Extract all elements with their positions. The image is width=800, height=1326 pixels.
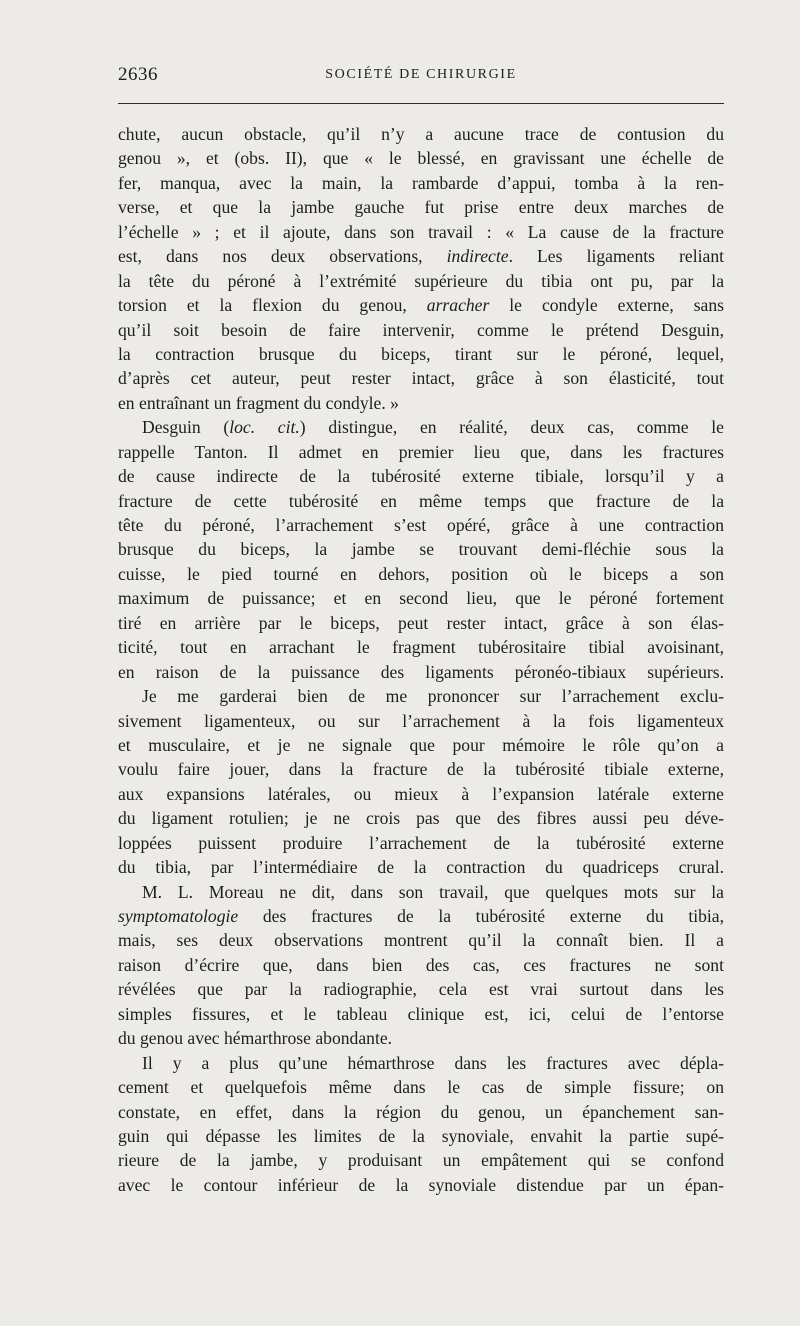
text-segment: rieure de la jambe, y produisant un empâtement qui se confond — [118, 1150, 724, 1171]
text-line — [118, 611, 724, 635]
text-line — [118, 953, 724, 977]
text-line — [118, 244, 724, 268]
text-line — [118, 489, 724, 513]
text-segment: d’après cet auteur, peut rester intact, grâce à son élasticité, tout — [118, 368, 724, 389]
text-line — [118, 342, 724, 366]
text-line — [118, 464, 724, 488]
text-segment: Je me garderai bien de me prononcer sur l’arrachement exclu- — [142, 686, 724, 707]
text-segment: de cause indirecte de la tubérosité externe tibiale, lorsqu’il y a — [118, 466, 724, 487]
text-segment: torsion et la flexion du genou, — [118, 295, 427, 316]
italic-term: symptomatologie — [118, 906, 239, 926]
text-segment: et musculaire, et je ne signale que pour mémoire le rôle qu’on a — [118, 734, 724, 755]
text-line — [118, 855, 724, 879]
text-line — [118, 1148, 724, 1172]
text-segment: qu’il soit besoin de faire intervenir, comme le prétend Desguin, — [118, 319, 724, 340]
text-line — [118, 1173, 724, 1197]
text-line — [118, 171, 724, 195]
italic-term: arracher — [426, 295, 490, 316]
text-line — [118, 782, 724, 806]
text-segment: la contraction brusque du biceps, tirant sur le péroné, lequel, — [118, 343, 724, 364]
text-segment: aux expansions latérales, ou mieux à l’expansion latérale externe — [118, 783, 724, 804]
italic-term: loc. cit. — [229, 417, 300, 438]
text-line — [118, 977, 724, 1001]
text-line — [118, 635, 724, 659]
text-line — [118, 1026, 724, 1050]
text-segment: maximum de puissance; et en second lieu, que le péroné fortement — [118, 588, 724, 609]
text-line — [118, 269, 724, 293]
text-segment: tête du péroné, l’arrachement s’est opéré, grâce à une contraction — [118, 515, 724, 535]
text-segment: sivement ligamenteux, ou sur l’arrachement à la fois ligamenteux — [118, 710, 724, 731]
text-segment: du tibia, par l’intermédiaire de la contraction du quadriceps crural. — [118, 857, 724, 878]
text-line — [118, 709, 724, 733]
text-segment: chute, aucun obstacle, qu’il n’y a aucune trace de contusion du — [118, 124, 724, 144]
text-line — [118, 366, 724, 390]
text-segment: simples fissures, et le tableau clinique est, ici, celui de l’entorse — [118, 1003, 724, 1024]
text-line — [118, 880, 724, 904]
text-segment: révélées que par la radiographie, cela est vrai surtout dans les — [118, 979, 724, 1000]
header-rule — [118, 103, 724, 104]
text-line — [118, 1075, 724, 1099]
page-number: 2636 — [118, 64, 158, 85]
text-segment: cement et quelquefois même dans le cas de simple fissure; on — [118, 1077, 724, 1098]
text-segment: brusque du biceps, la jambe se trouvant demi-fléchie sous la — [118, 539, 724, 560]
italic-term: indirecte — [446, 246, 509, 267]
text-line — [118, 586, 724, 610]
text-segment: la tête du péroné à l’extrémité supérieure du tibia ont pu, par la — [118, 270, 724, 291]
text-line — [118, 1100, 724, 1124]
body-text — [118, 122, 724, 1197]
text-line — [118, 928, 724, 952]
text-segment: voulu faire jouer, dans la fracture de la tubérosité tibiale externe, — [118, 759, 724, 780]
text-segment: est, dans nos deux observations, — [118, 246, 447, 267]
text-line — [118, 684, 724, 708]
text-segment: cuisse, le pied tourné en dehors, position où le biceps a son — [118, 563, 724, 584]
text-segment: du ligament rotulien; je ne crois pas que des fibres aussi peu déve- — [118, 808, 724, 829]
text-segment: fer, manqua, avec la main, la rambarde d’appui, tomba à la ren- — [118, 172, 724, 193]
text-segment: ) distingue, en réalité, deux cas, comme le — [299, 417, 724, 438]
text-line — [118, 293, 724, 317]
text-line — [118, 391, 724, 415]
text-segment: avec le contour inférieur de la synoviale distendue par un épan- — [118, 1174, 724, 1195]
text-segment: le condyle externe, sans — [489, 295, 724, 316]
text-segment: constate, en effet, dans la région du genou, un épanchement san- — [118, 1101, 724, 1122]
text-segment: ticité, tout en arrachant le fragment tubérositaire tibial avoisinant, — [118, 637, 724, 658]
text-segment: des fractures de la tubérosité externe du tibia, — [238, 906, 724, 926]
text-line — [118, 1051, 724, 1075]
text-line — [118, 1124, 724, 1148]
text-line — [118, 733, 724, 757]
text-line — [118, 904, 724, 928]
text-segment: Desguin ( — [142, 417, 230, 438]
text-segment: fracture de cette tubérosité en même temps que fracture de la — [118, 490, 724, 511]
text-line — [118, 1002, 724, 1026]
text-line — [118, 806, 724, 830]
text-segment: raison d’écrire que, dans bien des cas, ces fractures ne sont — [118, 954, 724, 975]
text-line — [118, 562, 724, 586]
text-line — [118, 195, 724, 219]
text-line — [118, 415, 724, 439]
text-segment: du genou avec hémarthrose abondante. — [118, 1028, 393, 1049]
text-segment: en entraînant un fragment du condyle. » — [118, 392, 399, 413]
text-line — [118, 122, 724, 146]
text-line — [118, 831, 724, 855]
text-segment: verse, et que la jambe gauche fut prise entre deux marches de — [118, 197, 724, 218]
text-line — [118, 440, 724, 464]
text-line — [118, 146, 724, 170]
text-segment: tiré en arrière par le biceps, peut rester intact, grâce à son élas- — [118, 612, 724, 633]
text-line — [118, 537, 724, 561]
text-segment: loppées puissent produire l’arrachement de la tubérosité externe — [118, 832, 724, 853]
text-segment: Il y a plus qu’une hémarthrose dans les fractures avec dépla- — [142, 1052, 724, 1073]
running-title: SOCIÉTÉ DE CHIRURGIE — [325, 67, 517, 82]
text-segment: rappelle Tanton. Il admet en premier lieu que, dans les fractures — [118, 441, 724, 462]
text-line — [118, 513, 724, 537]
page-header — [118, 64, 724, 94]
text-line — [118, 318, 724, 342]
text-segment: mais, ses deux observations montrent qu’il la connaît bien. Il a — [118, 930, 724, 951]
text-line — [118, 660, 724, 684]
text-segment: . Les ligaments reliant — [508, 246, 725, 267]
text-line — [118, 757, 724, 781]
text-segment: M. L. Moreau ne dit, dans son travail, que quelques mots sur la — [142, 881, 724, 902]
text-segment: l’échelle » ; et il ajoute, dans son travail : « La cause de la fracture — [118, 221, 724, 242]
text-segment: guin qui dépasse les limites de la synoviale, envahit la partie supé- — [118, 1125, 724, 1146]
text-segment: en raison de la puissance des ligaments péronéo-tibiaux supérieurs. — [118, 661, 724, 682]
text-line — [118, 220, 724, 244]
text-segment: genou », et (obs. II), que « le blessé, en gravissant une échelle de — [118, 148, 724, 169]
